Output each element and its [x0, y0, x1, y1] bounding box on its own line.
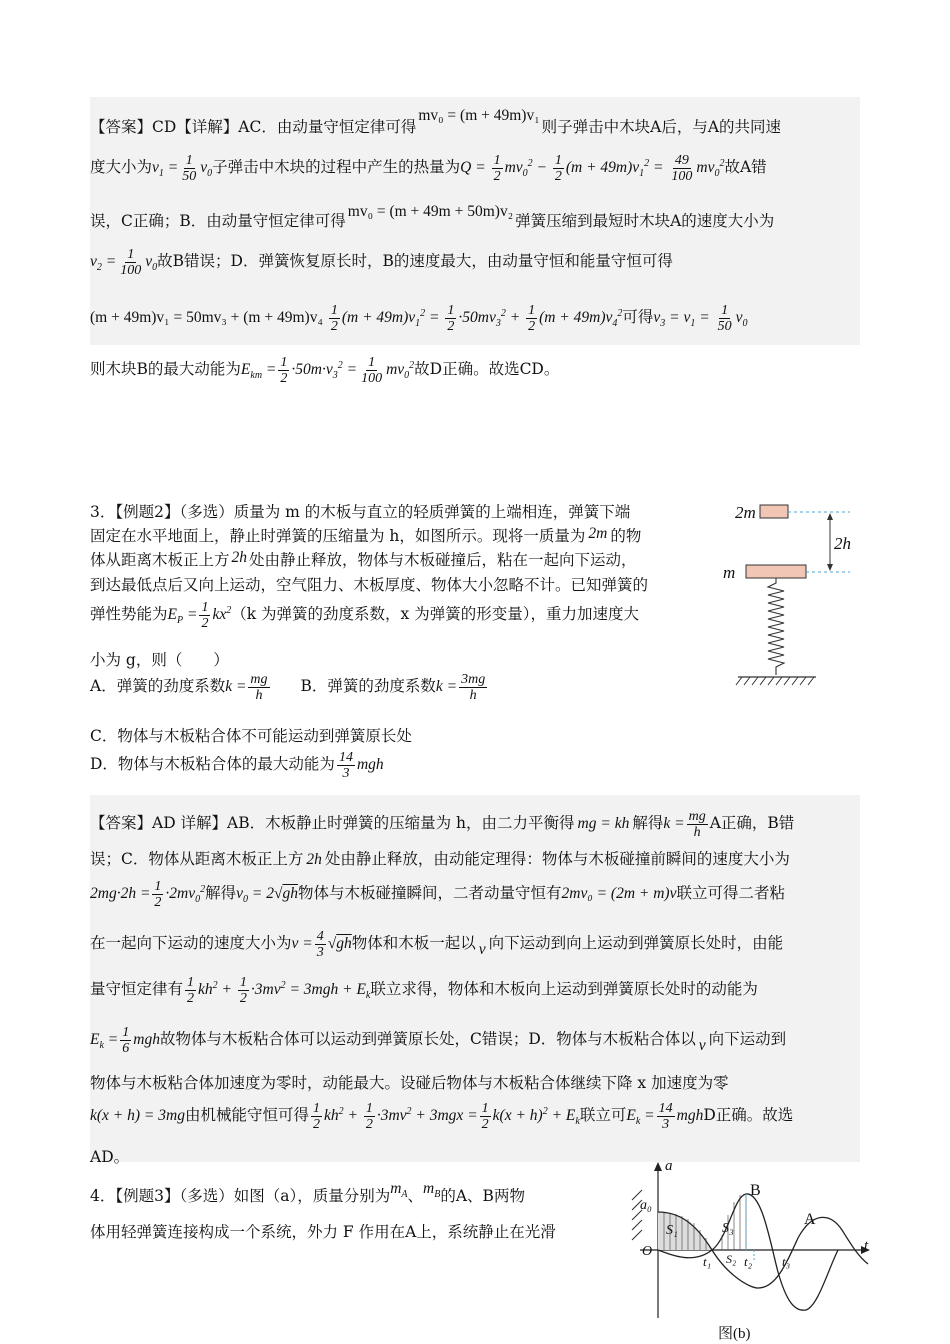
- equilibrium-equation: k(x + h) = 3mg: [90, 1107, 185, 1125]
- answer2-text: 解得: [205, 884, 237, 903]
- spring-coil: [768, 578, 784, 675]
- option-d-label: D．物体与木板粘合体的最大动能为: [90, 755, 335, 774]
- k-solution: k = $\frac{mg}{h}$: [663, 809, 706, 840]
- answer2-text: 向下运动到: [708, 1030, 787, 1049]
- t1-label: t₁: [703, 1254, 712, 1269]
- answer2-line-8: [90, 1101, 793, 1132]
- figure-caption: 图(b): [718, 1326, 751, 1342]
- label-2m: 2m: [735, 503, 756, 522]
- answer2-line-2: [90, 847, 790, 869]
- answer2-line-6: [90, 1025, 786, 1056]
- answer1-text: 度大小为: [90, 158, 153, 177]
- energy-equation: $\frac{1}{2}$ $(m + 49m)v_1^2$ = $\frac{1}{2}$ $\cdot 50mv_3^2$ + $\frac{1}{2}$ $(m + 49m)v_4^2$: [330, 303, 623, 334]
- mass-2m: 2m: [588, 525, 608, 542]
- momentum-equation-2: mv₀ = (m + 49m + 50m)v₂: [347, 203, 514, 220]
- answer1-text: 【答案】CD【详解】AC．由动量守恒定律可得: [90, 118, 417, 136]
- ek-formula: $E_k$ = $\frac{1}{6}$ mgh: [90, 1025, 160, 1056]
- answer-block-1: [90, 97, 860, 345]
- answer1-text: 故D正确。故选CD。: [414, 360, 560, 379]
- q4-text: 、: [407, 1187, 424, 1205]
- answer1-text: 误，C正确；B．由动量守恒定律可得: [90, 212, 346, 230]
- answer1-text: 则子弹击中木块A后，与A的共同速: [541, 118, 782, 136]
- answer1-line-4: [90, 247, 673, 278]
- velocity-v: v: [478, 941, 486, 959]
- kinetic-energy-equation: 2mg·2h = $\frac{1}{2}$ $\cdot 2mv_0^2$: [90, 879, 206, 910]
- answer1-line-3: [90, 203, 775, 231]
- ek-max-formula: $\frac{14}{3}$ mgh: [338, 750, 384, 781]
- answer2-text: 解得: [632, 814, 664, 833]
- v3-formula: $v_3 = v_1$ = $\frac{1}{50}$ $v_0$: [653, 303, 748, 334]
- answer2-line-1: [90, 809, 794, 840]
- answer2-text: 物体与木板粘合体加速度为零时，动能最大。设碰后物体与木板粘合体继续下降 x 加速度为零: [90, 1074, 729, 1092]
- ek-result: $E_k$ = $\frac{14}{3}$ mgh: [626, 1101, 704, 1132]
- q3-line-3: [90, 548, 637, 570]
- q3-text: 处由静止释放，物体与木板碰撞后，粘在一起向下运动，: [249, 551, 637, 569]
- height-2h: 2h: [231, 549, 248, 566]
- answer2-text: 物体和木板一起以: [351, 934, 476, 953]
- q3-line-5: [90, 600, 639, 631]
- answer1-text: 故B错误；D．弹簧恢复原长时，B的速度最大，由动量守恒和能量守恒可得: [157, 252, 673, 271]
- k-formula-a: k = $\frac{mg}{h}$: [225, 672, 268, 703]
- answer2-line-3: [90, 879, 785, 910]
- t3-label: t₃: [782, 1254, 791, 1269]
- answer2-text: 量守恒定律有: [90, 980, 184, 999]
- energy-conservation: $\frac{1}{2}$ $kh^2$ + $\frac{1}{2}$ $\cdot 3mv^2 = 3mgh + E_k$: [187, 975, 371, 1006]
- axis-t-label: t: [864, 1238, 869, 1254]
- answer1-line-5: [90, 303, 747, 334]
- answer2-text: 物体与木板碰撞瞬间，二者动量守恒有: [297, 884, 562, 903]
- answer2-line-4: [90, 929, 783, 960]
- q3-line-6: [90, 648, 229, 670]
- label-2h: 2h: [834, 534, 851, 553]
- answer2-text: 故物体与木板粘合体可以运动到弹簧原长处，C错误；D．物体与木板粘合体以: [159, 1030, 696, 1049]
- acceleration-graph: [618, 1160, 880, 1320]
- height-2h: 2h: [306, 851, 322, 868]
- answer2-line-7: [90, 1071, 729, 1093]
- label-m: m: [723, 563, 736, 582]
- option-a-label: A．弹簧的劲度系数: [90, 677, 226, 696]
- answer2-text: 由机械能守恒可得: [184, 1106, 309, 1125]
- spring-figure: [730, 495, 860, 690]
- answer1-text: 子弹击中木块的过程中产生的热量为: [212, 158, 461, 177]
- q4-text: 的A、B两物: [440, 1187, 525, 1205]
- s1-label: S₁: [666, 1223, 678, 1238]
- a0-label: a₀: [640, 1198, 652, 1213]
- s3-label: S₃: [722, 1221, 734, 1236]
- answer2-text: 向下运动到向上运动到弹簧原长处时，由能: [488, 934, 784, 953]
- mass-a: $m_A$: [390, 1180, 408, 1201]
- ekm-formula: $E_{km}$ = $\frac{1}{2}$ $\cdot 50m\cdot v_3^2$ = $\frac{1}{100}$ $mv_0^2$: [240, 355, 415, 386]
- option-c[interactable]: [90, 724, 412, 746]
- s2-label: S₂: [726, 1252, 737, 1266]
- answer2-text: 联立可得二者粘: [676, 884, 785, 903]
- answer2-text: AD。: [90, 1148, 130, 1166]
- momentum-equation: mv₀ = (m + 49m)v₁: [418, 107, 540, 124]
- k-formula-b: k = $\frac{3mg}{h}$: [435, 672, 486, 703]
- ep-formula: $E_P$ = $\frac{1}{2}$ $kx^2$: [167, 600, 232, 631]
- q4-text: 体用轻弹簧连接构成一个系统，外力 F 作用在A上，系统静止在光滑: [90, 1223, 556, 1241]
- answer1-line-2: [90, 153, 767, 184]
- q3-text: （k 为弹簧的劲度系数，x 为弹簧的形变量），重力加速度大: [231, 605, 639, 624]
- origin-label: O: [642, 1244, 653, 1259]
- mass-b: $m_B$: [423, 1180, 441, 1201]
- q4-text: 4．【例题3】（多选）如图（a），质量分别为: [90, 1187, 391, 1205]
- q3-text: 的物: [610, 527, 642, 545]
- option-c-label: C．物体与木板粘合体不可能运动到弹簧原长处: [90, 727, 412, 745]
- answer1-line-6: [90, 355, 559, 386]
- v0-formula: $v_0 = 2√gh$: [236, 885, 298, 906]
- answer2-text: 【答案】AD 详解】AB．木板静止时弹簧的压缩量为 h，由二力平衡得: [90, 814, 575, 833]
- answer2-text: 联立求得，物体和木板向上运动到弹簧原长处时的动能为: [370, 980, 758, 999]
- q3-line-2: [90, 524, 641, 546]
- balance-equation: mg = kh: [577, 815, 630, 833]
- q4-line-2: [90, 1220, 556, 1242]
- q3-line-1: [90, 500, 630, 522]
- answer1-line-1: [90, 107, 782, 137]
- answer2-text: 在一起向下运动的速度大小为: [90, 934, 292, 953]
- option-b-label: B．弹簧的劲度系数: [300, 677, 436, 696]
- axis-a-label: a: [665, 1158, 673, 1174]
- q3-text: 到达最低点后又向上运动，空气阻力、木板厚度、物体大小忽略不计。已知弹簧的: [90, 576, 649, 594]
- v-formula: v = $\frac{4}{3}$ √gh: [291, 929, 352, 960]
- q3-text: 3．【例题2】（多选）质量为 m 的木板与直立的轻质弹簧的上端相连，弹簧下端: [90, 503, 631, 521]
- q3-text: 体从距离木板正上方: [90, 551, 230, 569]
- t2-label: t₂: [744, 1254, 753, 1269]
- velocity-v: v: [698, 1037, 706, 1055]
- answer-block-2: [90, 795, 860, 1166]
- answer1-text: 则木块B的最大动能为: [90, 360, 241, 379]
- answer2-line-5: [90, 975, 758, 1006]
- curve-a-label: A: [804, 1211, 816, 1228]
- answer2-text: D正确。故选: [703, 1106, 794, 1125]
- answer2-text: 误；C．物体从距离木板正上方: [90, 850, 304, 868]
- v2-formula: $v_2$ = $\frac{1}{100}$ $v_0$: [90, 247, 158, 278]
- answer2-text: 联立可: [579, 1106, 627, 1125]
- collision-momentum: 2mv₀ = (2m + m)v: [561, 885, 677, 903]
- heat-formula: Q = $\frac{1}{2}$ $mv_0^2$ − $\frac{1}{2}$ $(m + 49m)v_1^2$ = $\frac{49}{100}$ $mv_0^2$: [460, 153, 725, 184]
- option-d[interactable]: [90, 750, 384, 781]
- answer2-text: 处由静止释放，由动能定理得：物体与木板碰撞前瞬间的速度大小为: [324, 850, 790, 868]
- answer1-text: 可得: [622, 308, 654, 327]
- block-2m: [760, 505, 788, 518]
- q3-line-4: [90, 573, 648, 595]
- q4-line-1: [90, 1180, 525, 1208]
- q3-text: 弹性势能为: [90, 605, 168, 624]
- answer1-text: 弹簧压缩到最短时木块A的速度大小为: [515, 212, 775, 230]
- mechanical-energy-equation: $\frac{1}{2}$ $kh^2$ + $\frac{1}{2}$ $\cdot 3mv^2 + 3mgx$ = $\frac{1}{2}$ $k(x + h)^2 + E_k$: [312, 1101, 580, 1132]
- answer2-line-9: [90, 1145, 129, 1167]
- momentum-equation-3: (m + 49m)v₁ = 50mv₃ + (m + 49m)v₄: [90, 309, 323, 327]
- q3-text: 固定在水平地面上，静止时弹簧的压缩量为 h，如图所示。现将一质量为: [90, 527, 586, 545]
- option-a[interactable]: [90, 672, 489, 703]
- curve-b-label: B: [750, 1182, 761, 1199]
- answer2-text: A正确，B错: [709, 814, 795, 833]
- board-m: [746, 565, 806, 578]
- q3-text: 小为 g，则（ ）: [90, 651, 229, 669]
- v1-formula: $v_1$ = $\frac{1}{50}$ $v_0$: [152, 153, 213, 184]
- answer1-text: 故A错: [724, 158, 767, 177]
